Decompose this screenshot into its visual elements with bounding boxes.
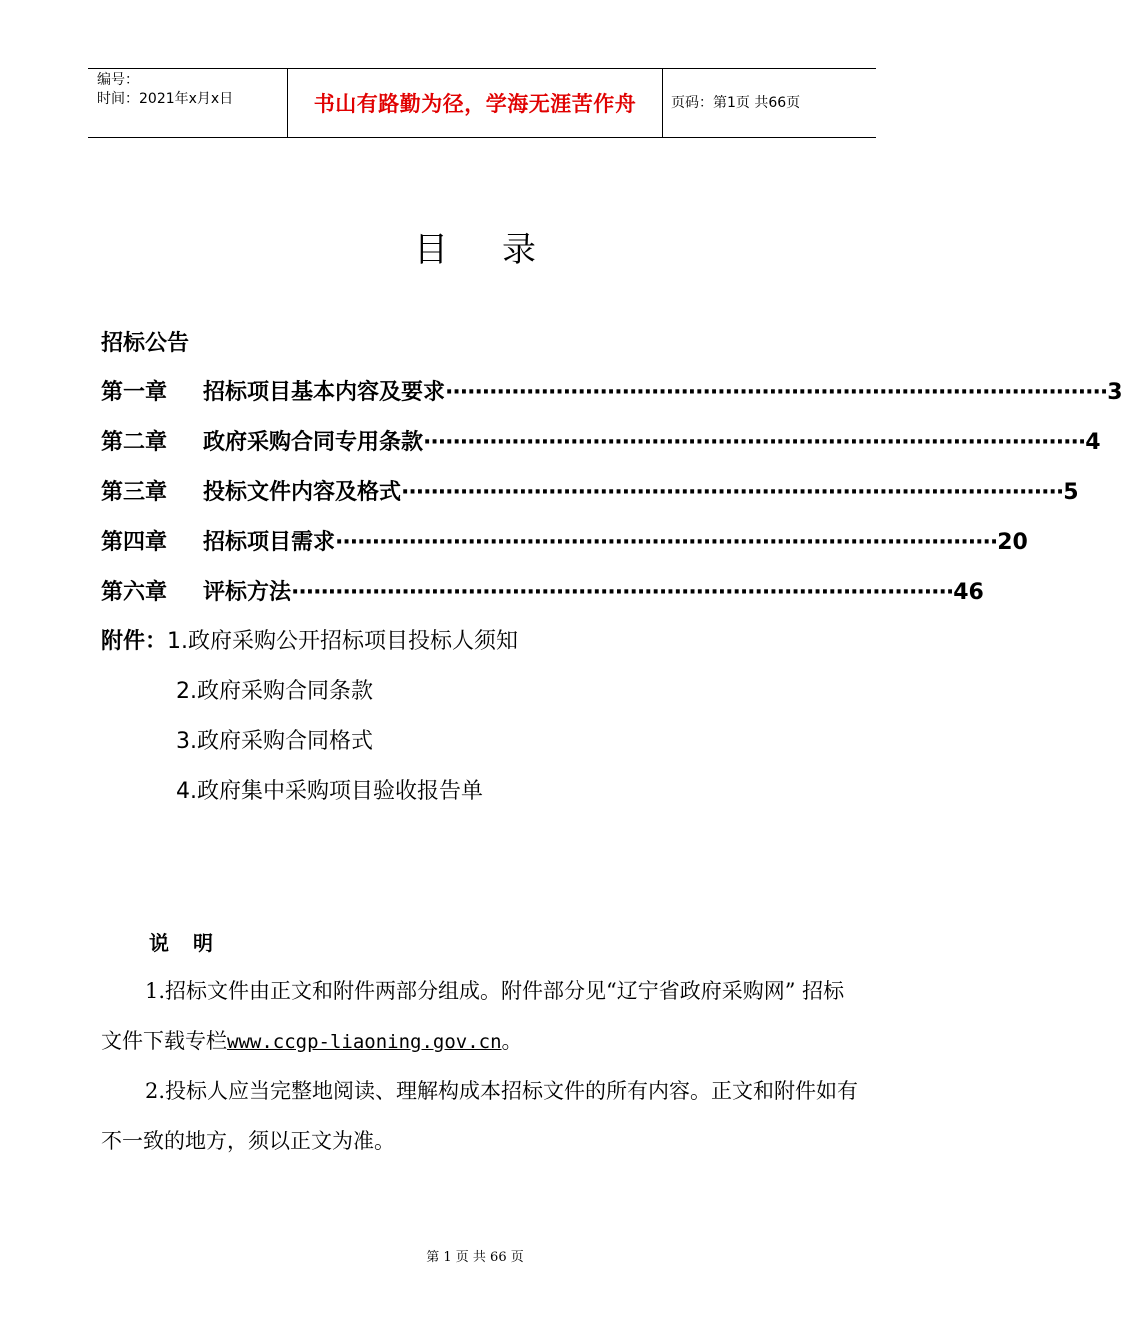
attachment-item[interactable]: 3.政府采购合同格式 — [176, 729, 373, 754]
toc-chapter: 第三章 — [101, 480, 168, 505]
toc-page-number: 46 — [953, 580, 984, 605]
toc-entry[interactable] — [101, 427, 1101, 459]
toc-chapter: 第一章 — [101, 380, 168, 405]
attachment-label: 1.政府采购公开招标项目投标人须知 — [167, 629, 519, 654]
toc-chapter-title: 评标方法 — [203, 580, 292, 605]
toc-leader-dots: ·························································································· — [291, 580, 954, 605]
toc-chapter-title: 招标项目基本内容及要求 — [203, 380, 446, 405]
download-link[interactable]: www.ccgp-liaoning.gov.cn — [227, 1031, 502, 1053]
toc-announcement[interactable]: 招标公告 — [101, 331, 190, 356]
toc-entry[interactable] — [101, 377, 1123, 409]
toc-title-char: 目 — [414, 230, 448, 270]
toc-chapter: 第六章 — [101, 580, 168, 605]
toc-leader-dots: ·························································································· — [445, 380, 1108, 405]
toc-entry[interactable] — [101, 477, 1079, 509]
toc-chapter-title: 政府采购合同专用条款 — [203, 430, 424, 455]
header-motto: 书山有路勤为径，学海无涯苦作舟 — [313, 91, 637, 116]
toc-chapter: 第二章 — [101, 430, 168, 455]
toc-chapter-title: 投标文件内容及格式 — [203, 480, 402, 505]
toc-leader-dots: ·························································································· — [423, 430, 1086, 455]
header-page-cell — [663, 69, 876, 137]
attachment-item[interactable]: 4.政府集中采购项目验收报告单 — [176, 779, 483, 804]
page-footer: 第 1 页 共 66 页 — [426, 1250, 524, 1265]
document-date-label: 时间：2021年x月x日 — [97, 91, 234, 107]
notes-title — [149, 927, 237, 956]
notes-paragraph-1-text: 1.招标文件由正文和附件两部分组成。附件部分见“辽宁省政府采购网” 招标文件下载专栏 — [101, 979, 845, 1053]
page-header — [88, 68, 876, 138]
attachments-label: 附件： — [101, 629, 168, 654]
toc-leader-dots: ·························································································· — [401, 480, 1064, 505]
header-page-info: 页码：第1页 共66页 — [671, 94, 801, 111]
notes-paragraph-2: 2.投标人应当完整地阅读、理解构成本招标文件的所有内容。正文和附件如有不一致的地方，须以正文为准。 — [101, 1079, 859, 1153]
toc-page-number: 20 — [997, 530, 1028, 555]
toc-page-number: 4 — [1085, 430, 1101, 455]
toc-title-char: 录 — [502, 230, 536, 270]
toc-title — [0, 222, 950, 271]
toc-chapter: 第四章 — [101, 530, 168, 555]
document-number-label: 编号： — [97, 72, 139, 88]
toc-entry[interactable] — [101, 577, 984, 609]
notes-paragraph-1-end: 。 — [501, 1029, 523, 1053]
notes-title-char: 明 — [193, 931, 213, 955]
attachment-item[interactable] — [101, 626, 518, 658]
toc-chapter-title: 招标项目需求 — [203, 530, 336, 555]
toc-page-number: 3 — [1107, 380, 1123, 405]
notes-paragraph-1 — [101, 966, 863, 1067]
toc-entry[interactable] — [101, 527, 1028, 559]
header-motto-cell — [287, 69, 663, 137]
header-meta — [88, 69, 287, 137]
toc-page-number: 5 — [1063, 480, 1079, 505]
notes-title-char: 说 — [149, 931, 169, 955]
toc-leader-dots: ·························································································· — [335, 530, 998, 555]
attachment-item[interactable]: 2.政府采购合同条款 — [176, 679, 373, 704]
